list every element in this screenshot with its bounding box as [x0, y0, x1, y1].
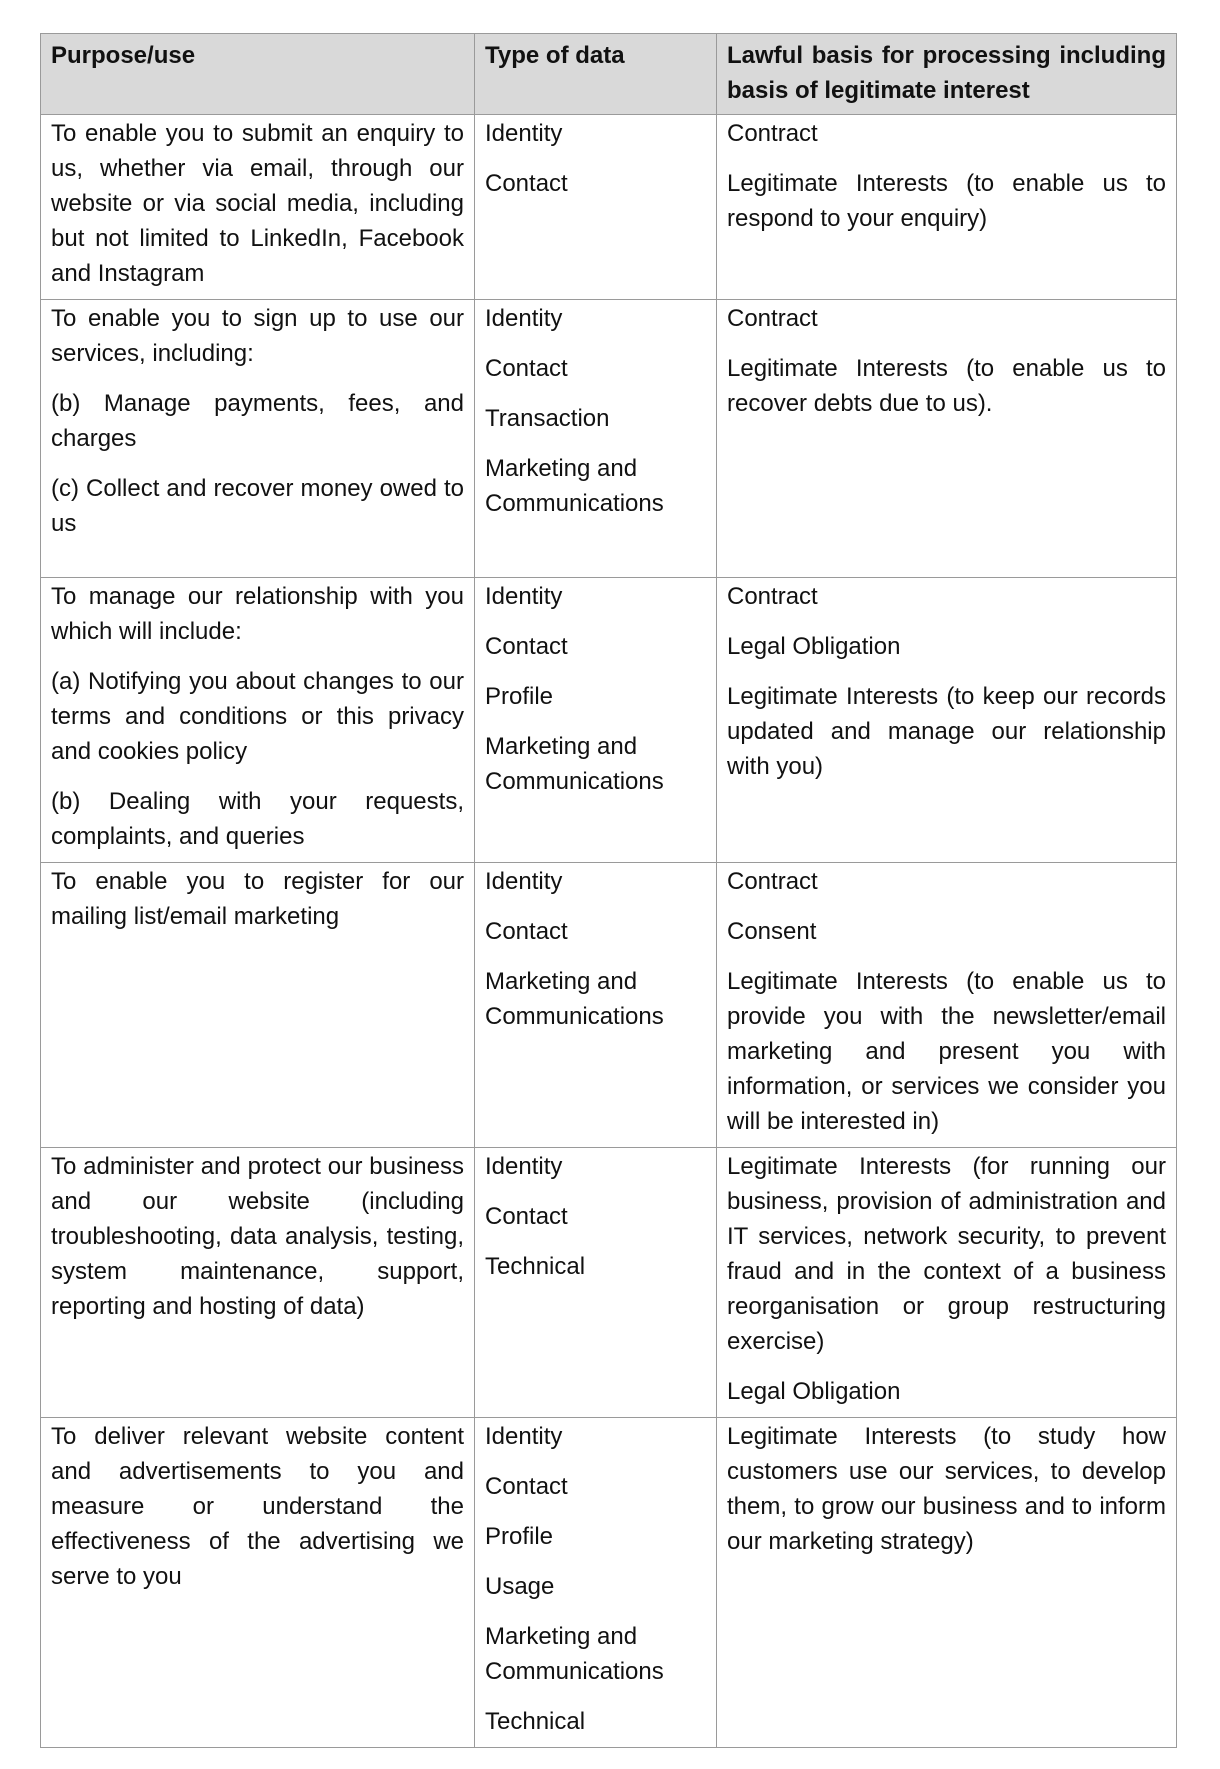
type-cell [475, 863, 717, 1148]
basis-item: Legitimate Interests (to study how customers use our services, to develop them, to grow our business and to inform our marketing strategy) [727, 1423, 1166, 1555]
purpose-text: To deliver relevant website content and advertisements to you and measure or understand the effectiveness of the advertising we serve to you [51, 1423, 464, 1590]
type-item: Profile [485, 1523, 554, 1550]
type-item: Marketing and Communications [485, 1623, 664, 1685]
type-cell [475, 115, 717, 300]
basis-item: Contract [727, 583, 818, 610]
basis-item: Consent [727, 918, 817, 945]
table-row [41, 115, 1177, 300]
header-row [41, 34, 1177, 115]
table-row [41, 1148, 1177, 1418]
type-item: Usage [485, 1573, 555, 1600]
basis-item: Legitimate Interests (to enable us to respond to your enquiry) [727, 170, 1166, 232]
type-cell [475, 1418, 717, 1748]
type-item: Technical [485, 1253, 586, 1280]
table-header [41, 34, 1177, 115]
purpose-text: To administer and protect our business and our website (including troubleshooting, data analysis, testing, system maintenance, support, reporting and hosting of data) [51, 1153, 464, 1320]
table-row [41, 578, 1177, 863]
type-item: Identity [485, 305, 563, 332]
basis-cell [717, 578, 1177, 863]
purpose-text: (b) Manage payments, fees, and charges [51, 390, 464, 452]
purpose-text: To enable you to sign up to use our services, including: [51, 305, 464, 367]
table-row [41, 863, 1177, 1148]
header-lawful-basis: Lawful basis for processing including basis of legitimate interest [717, 34, 1177, 115]
basis-cell [717, 1418, 1177, 1748]
type-cell [475, 578, 717, 863]
type-item: Identity [485, 868, 563, 895]
purpose-text: To enable you to submit an enquiry to us, whether via email, through our website or via social media, including but not limited to LinkedIn, Facebook and Instagram [51, 120, 464, 287]
basis-item: Legitimate Interests (to enable us to provide you with the newsletter/email marketing and present you with information, or services we consider you will be interested in) [727, 968, 1166, 1135]
type-item: Transaction [485, 405, 610, 432]
basis-item: Legal Obligation [727, 1378, 901, 1405]
basis-item: Contract [727, 868, 818, 895]
purpose-text: (b) Dealing with your requests, complaints, and queries [51, 788, 464, 850]
purpose-cell [41, 300, 475, 578]
basis-cell [717, 1148, 1177, 1418]
basis-item: Legitimate Interests (for running our business, provision of administration and IT services, network security, to prevent fraud and in the context of a business reorganisation or group restructuring exercise) [727, 1153, 1166, 1355]
basis-cell [717, 863, 1177, 1148]
lawful-basis-table [40, 33, 1177, 1748]
purpose-text: To manage our relationship with you which will include: [51, 583, 464, 645]
table-row [41, 300, 1177, 578]
basis-cell [717, 115, 1177, 300]
basis-item: Contract [727, 305, 818, 332]
purpose-cell [41, 1148, 475, 1418]
table-row [41, 1418, 1177, 1748]
type-cell [475, 300, 717, 578]
type-item: Identity [485, 1423, 563, 1450]
type-item: Profile [485, 683, 554, 710]
type-item: Contact [485, 170, 568, 197]
type-item: Contact [485, 1473, 568, 1500]
purpose-text: (a) Notifying you about changes to our terms and conditions or this privacy and cookies policy [51, 668, 464, 765]
type-item: Marketing and Communications [485, 733, 664, 795]
type-item: Contact [485, 355, 568, 382]
purpose-cell [41, 578, 475, 863]
table-body [41, 115, 1177, 1748]
type-item: Contact [485, 1203, 568, 1230]
header-purpose: Purpose/use [41, 34, 475, 115]
purpose-cell [41, 863, 475, 1148]
purpose-cell [41, 115, 475, 300]
type-item: Marketing and Communications [485, 455, 664, 517]
basis-item: Contract [727, 120, 818, 147]
basis-item: Legitimate Interests (to enable us to recover debts due to us). [727, 355, 1166, 417]
purpose-text: (c) Collect and recover money owed to us [51, 475, 464, 537]
type-item: Contact [485, 633, 568, 660]
purpose-text: To enable you to register for our mailing list/email marketing [51, 868, 464, 930]
type-item: Marketing and Communications [485, 968, 664, 1030]
basis-item: Legal Obligation [727, 633, 901, 660]
type-item: Identity [485, 1153, 563, 1180]
basis-item: Legitimate Interests (to keep our records updated and manage our relationship with you) [727, 683, 1166, 780]
type-cell [475, 1148, 717, 1418]
header-type-of-data: Type of data [475, 34, 717, 115]
type-item: Contact [485, 918, 568, 945]
basis-cell [717, 300, 1177, 578]
purpose-cell [41, 1418, 475, 1748]
type-item: Identity [485, 583, 563, 610]
type-item: Identity [485, 120, 563, 147]
type-item: Technical [485, 1708, 586, 1735]
